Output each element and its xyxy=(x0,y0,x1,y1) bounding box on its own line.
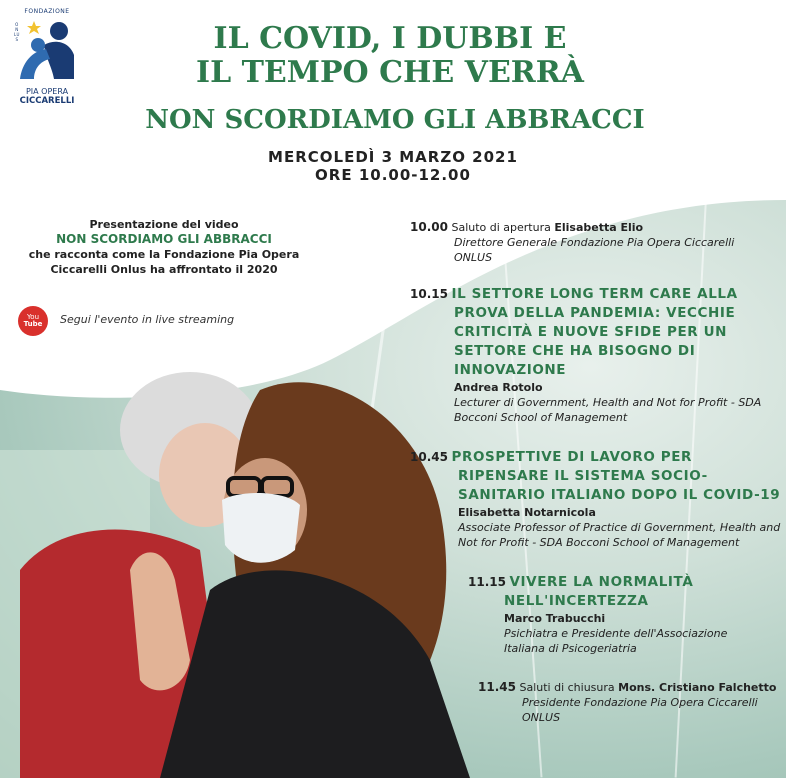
program-title-line3: SANITARIO ITALIANO DOPO IL COVID-19 xyxy=(458,487,781,503)
event-date: MERCOLEDÌ 3 MARZO 2021 xyxy=(268,148,518,166)
main-title-line1: IL COVID, I DUBBI E xyxy=(213,21,567,56)
program-role-line2: Italiana di Psicogeriatria xyxy=(504,642,637,655)
program-role-line1: Psichiatra e Presidente dell'Associazione xyxy=(504,627,728,640)
logo-name-line2: CICCARELLI xyxy=(19,96,75,106)
event-hours: ORE 10.00-12.00 xyxy=(315,166,471,184)
program-time: 10.00 xyxy=(410,220,448,234)
people-hugging-image xyxy=(0,190,480,778)
program-item xyxy=(478,680,786,725)
program-speaker: Elisabetta Elio xyxy=(554,221,644,234)
program-title-line2: PROVA DELLA PANDEMIA: VECCHIE xyxy=(454,305,736,321)
logo-top-label: FONDAZIONE xyxy=(24,8,70,15)
program-title-line2: NELL'INCERTEZZA xyxy=(504,593,649,609)
logo-side-label: ONLUS xyxy=(14,22,20,42)
program-title-line1: VIVERE LA NORMALITÀ xyxy=(509,574,694,590)
program-item xyxy=(410,448,784,550)
presentation-line1: Presentazione del video xyxy=(89,218,239,231)
program-time: 10.45 xyxy=(410,450,448,464)
program-role-line2: ONLUS xyxy=(454,251,493,264)
presentation-line3: che racconta come la Fondazione Pia Opera xyxy=(28,248,300,261)
program-intro: Saluto di apertura xyxy=(451,221,551,234)
program-title-line5: INNOVAZIONE xyxy=(454,362,567,378)
logo-figures-icon xyxy=(14,15,80,83)
program-speaker: Elisabetta Notarnicola xyxy=(458,506,596,519)
presentation-block xyxy=(14,217,314,277)
program-role-line2: Not for Profit - SDA Bocconi School of Management xyxy=(458,536,740,549)
youtube-icon[interactable] xyxy=(18,306,48,336)
program-speaker: Andrea Rotolo xyxy=(454,381,543,394)
presentation-video-title: NON SCORDIAMO GLI ABBRACCI xyxy=(56,232,272,246)
program-speaker: Mons. Cristiano Falchetto xyxy=(618,681,777,694)
presentation-line4: Ciccarelli Onlus ha affrontato il 2020 xyxy=(50,263,278,276)
program-time: 11.15 xyxy=(468,575,506,589)
program-item xyxy=(468,573,778,656)
program-role-line2: ONLUS xyxy=(522,711,561,724)
program-item xyxy=(410,220,780,265)
youtube-icon-bottom: Tube xyxy=(23,320,43,328)
foundation-logo xyxy=(14,8,80,112)
program-intro: Saluti di chiusura xyxy=(519,681,615,694)
live-streaming-label[interactable]: Segui l'evento in live streaming xyxy=(60,313,235,326)
program-time: 10.15 xyxy=(410,287,448,301)
program-role-line2: Bocconi School of Management xyxy=(454,411,628,424)
program-role-line1: Direttore Generale Fondazione Pia Opera Ciccarelli xyxy=(454,236,735,249)
program-title-line1: PROSPETTIVE DI LAVORO PER xyxy=(451,449,693,465)
program-title-line3: CRITICITÀ E NUOVE SFIDE PER UN xyxy=(454,324,728,340)
program-title-line2: RIPENSARE IL SISTEMA SOCIO- xyxy=(458,468,708,484)
program-role-line1: Lecturer di Government, Health and Not for Profit - SDA xyxy=(454,396,762,409)
logo-name-line1: PIA OPERA xyxy=(25,87,69,96)
program-role-line1: Associate Professor of Practice di Government, Health and xyxy=(458,521,781,534)
main-title-line2: IL TEMPO CHE VERRÀ xyxy=(196,55,584,90)
program-speaker: Marco Trabucchi xyxy=(504,612,606,625)
youtube-icon-top: You xyxy=(26,313,40,321)
program-time: 11.45 xyxy=(478,680,516,694)
subtitle: NON SCORDIAMO GLI ABBRACCI xyxy=(145,105,645,135)
program-title-line1: IL SETTORE LONG TERM CARE ALLA xyxy=(451,286,738,302)
program-title-line4: SETTORE CHE HA BISOGNO DI xyxy=(454,343,696,359)
program-role-line1: Presidente Fondazione Pia Opera Ciccarelli xyxy=(522,696,758,709)
program-item xyxy=(410,285,780,425)
